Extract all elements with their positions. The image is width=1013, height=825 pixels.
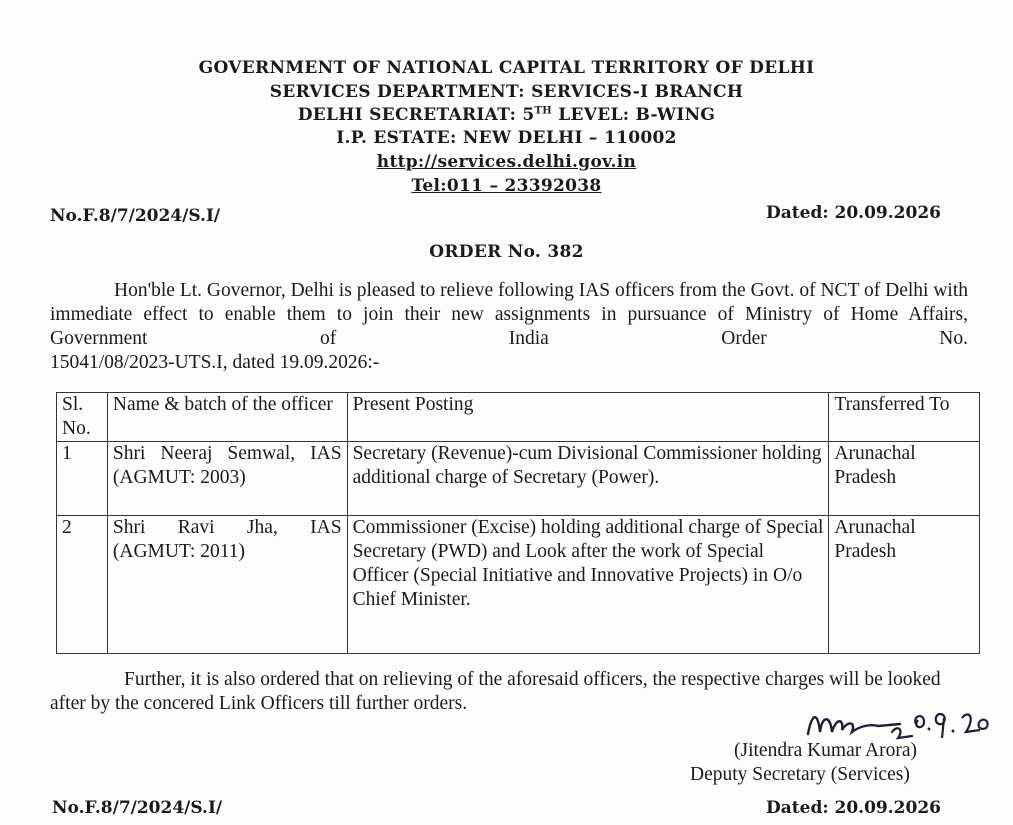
cell-present-posting: Commissioner (Excise) holding additional charge of Special Secretary (PWD) and Look after the work of Special Officer (Special Initiative and Innovative Projects) in O/o Chief Minister. — [347, 516, 829, 654]
letterhead-line-3: DELHI SECRETARIAT: 5TH LEVEL: B-WING — [297, 105, 716, 125]
header-present-posting: Present Posting — [347, 393, 829, 442]
cell-transferred-to: Arunachal Pradesh — [829, 516, 980, 654]
footer-file-number: No.F.8/7/2024/S.I/ — [52, 798, 223, 818]
footer-date: Dated: 20.09.2026 — [766, 798, 941, 818]
letterhead-line-4: I.P. ESTATE: NEW DELHI – 110002 — [336, 128, 677, 148]
cell-present-posting: Secretary (Revenue)-cum Divisional Commissioner holding additional charge of Secretary (Power). — [347, 442, 829, 516]
order-body: Hon'ble Lt. Governor, Delhi is pleased to relieve following IAS officers from the Govt. of NCT of Delhi with immediate effect to enable them to join their new assignments in pursuance of Ministry of Home Affairs, Government of India Order No. 15041/08/2023-UTS.I, dated 19.09.2026:- — [50, 280, 968, 373]
website-link[interactable]: http://services.delhi.gov.in — [376, 152, 637, 172]
cell-sl: 2 — [57, 516, 108, 654]
cell-officer-name: Shri Ravi Jha, IAS (AGMUT: 2011) — [107, 516, 347, 654]
table-row — [57, 442, 980, 516]
further-orders-text: Further, it is also ordered that on relieving of the aforesaid officers, the respective charges will be looked after by the concered Link Officers till further orders. — [50, 669, 941, 714]
signatory-name: (Jitendra Kumar Arora) — [734, 740, 918, 761]
file-number: No.F.8/7/2024/S.I/ — [50, 206, 221, 226]
order-reference: 15041/08/2023-UTS.I, dated 19.09.2026:- — [50, 352, 380, 373]
table-row — [57, 516, 980, 654]
cell-sl: 1 — [57, 442, 108, 516]
order-title: ORDER No. 382 — [429, 242, 584, 262]
header-sl-no: Sl. No. — [57, 393, 108, 442]
letterhead-line-1: GOVERNMENT OF NATIONAL CAPITAL TERRITORY OF DELHI — [198, 58, 815, 78]
header-transferred-to: Transferred To — [829, 393, 980, 442]
cell-officer-name: Shri Neeraj Semwal, IAS (AGMUT: 2003) — [107, 442, 347, 516]
cell-transferred-to: Arunachal Pradesh — [829, 442, 980, 516]
telephone-number: Tel:011 – 23392038 — [411, 176, 602, 196]
order-date: Dated: 20.09.2026 — [766, 203, 941, 223]
letterhead-line-2: SERVICES DEPARTMENT: SERVICES-I BRANCH — [269, 82, 744, 102]
header-name-batch: Name & batch of the officer — [107, 393, 347, 442]
signatory-designation: Deputy Secretary (Services) — [690, 764, 910, 785]
officer-transfer-table — [56, 392, 980, 654]
table-header-row — [57, 393, 980, 442]
